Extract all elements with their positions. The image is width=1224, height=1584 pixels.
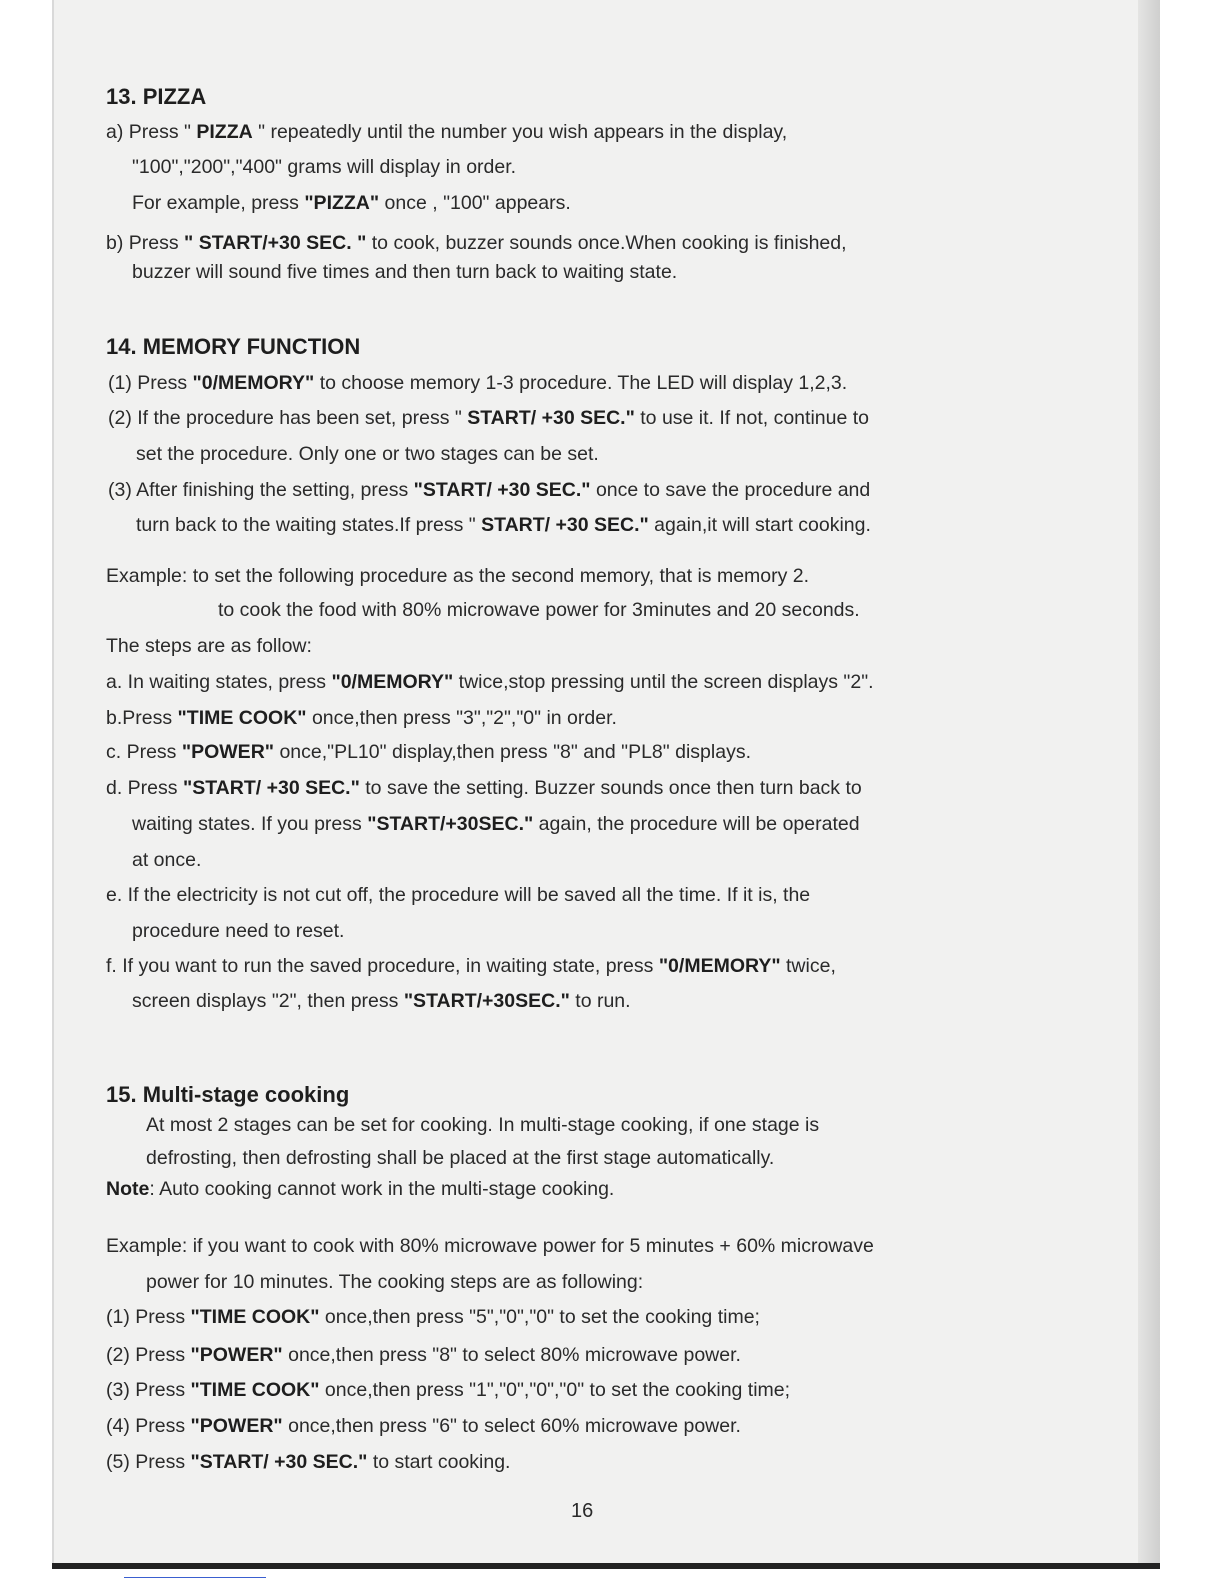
multistage-example-line2: power for 10 minutes. The cooking steps are as following: bbox=[146, 1271, 644, 1293]
memory-example-line2: to cook the food with 80% microwave power for 3minutes and 20 seconds. bbox=[218, 599, 860, 621]
memory-step-c bbox=[106, 743, 751, 763]
multistage-step-5 bbox=[106, 1453, 510, 1473]
pizza-example bbox=[132, 194, 571, 214]
text: (3) Press bbox=[106, 1379, 191, 1401]
text: screen displays "2", then press bbox=[132, 990, 404, 1012]
pizza-step-b-line2: buzzer will sound five times and then turn back to waiting state. bbox=[132, 261, 678, 283]
text: For example, press bbox=[132, 192, 305, 214]
text: (5) Press bbox=[106, 1451, 191, 1473]
text: twice,stop pressing until the screen displays "2". bbox=[453, 671, 874, 693]
memory-heading: 14. MEMORY FUNCTION bbox=[106, 334, 361, 359]
memory-step-e-line2: procedure need to reset. bbox=[132, 920, 345, 942]
bold-text: "TIME COOK" bbox=[177, 707, 307, 729]
text: once,"PL10" display,then press "8" and "PL8" displays. bbox=[274, 741, 751, 763]
pizza-step-b bbox=[106, 234, 847, 254]
multistage-intro-line2: defrosting, then defrosting shall be placed at the first stage automatically. bbox=[146, 1147, 775, 1169]
text: to choose memory 1-3 procedure. The LED will display 1,2,3. bbox=[314, 372, 848, 394]
multistage-heading: 15. Multi-stage cooking bbox=[106, 1082, 350, 1107]
bold-text: "TIME COOK" bbox=[190, 1379, 320, 1401]
bold-text: "0/MEMORY" bbox=[192, 372, 315, 394]
text: " repeatedly until the number you wish appears in the display, bbox=[252, 121, 788, 143]
text: to start cooking. bbox=[367, 1451, 511, 1473]
text: to cook, buzzer sounds once.When cooking is finished, bbox=[366, 232, 847, 254]
bold-text: "POWER" bbox=[181, 741, 275, 763]
page-bottom-edge bbox=[52, 1563, 1160, 1569]
memory-step-3 bbox=[108, 481, 870, 501]
text: once,then press "5","0","0" to set the cooking time; bbox=[319, 1306, 760, 1328]
memory-step-d bbox=[106, 779, 862, 799]
text: (1) Press bbox=[108, 372, 193, 394]
text: to save the setting. Buzzer sounds once then turn back to bbox=[359, 777, 862, 799]
memory-step-2 bbox=[108, 409, 869, 429]
page-shadow bbox=[1138, 0, 1160, 1568]
text: once , "100" appears. bbox=[379, 192, 571, 214]
text: b) Press bbox=[106, 232, 185, 254]
text: waiting states. If you press bbox=[132, 813, 368, 835]
text: to use it. If not, continue to bbox=[634, 407, 869, 429]
bold-text: "0/MEMORY" bbox=[331, 671, 454, 693]
text: (1) Press bbox=[106, 1306, 191, 1328]
note-label: Note bbox=[106, 1178, 150, 1200]
bold-text: START/ +30 SEC." bbox=[467, 407, 635, 429]
multistage-step-2 bbox=[106, 1346, 741, 1366]
multistage-note bbox=[106, 1180, 614, 1200]
text: once,then press "8" to select 80% microwave power. bbox=[282, 1344, 741, 1366]
bold-text: "0/MEMORY" bbox=[658, 955, 781, 977]
text: again, the procedure will be operated bbox=[533, 813, 860, 835]
text: once,then press "1","0","0","0" to set the cooking time; bbox=[319, 1379, 791, 1401]
memory-step-d-line3: at once. bbox=[132, 849, 202, 871]
bold-text: "START/ +30 SEC." bbox=[182, 777, 360, 799]
bold-text: PIZZA bbox=[196, 121, 253, 143]
text: a. In waiting states, press bbox=[106, 671, 332, 693]
text: twice, bbox=[780, 955, 836, 977]
text: (2) Press bbox=[106, 1344, 191, 1366]
bold-text: "TIME COOK" bbox=[190, 1306, 320, 1328]
multistage-step-1 bbox=[106, 1308, 760, 1328]
text: once,then press "3","2","0" in order. bbox=[306, 707, 617, 729]
pizza-step-a bbox=[106, 123, 787, 143]
text: turn back to the waiting states.If press " bbox=[136, 514, 482, 536]
text: (2) If the procedure has been set, press " bbox=[108, 407, 468, 429]
multistage-example: Example: if you want to cook with 80% microwave power for 5 minutes + 60% microwave bbox=[106, 1235, 874, 1257]
multistage-intro: At most 2 stages can be set for cooking. In multi-stage cooking, if one stage is bbox=[146, 1114, 820, 1136]
bold-text: "START/ +30 SEC." bbox=[413, 479, 591, 501]
memory-step-3-line2 bbox=[136, 516, 871, 536]
bold-text: "START/ +30 SEC." bbox=[190, 1451, 368, 1473]
text: once to save the procedure and bbox=[590, 479, 871, 501]
pizza-step-a-line2: "100","200","400" grams will display in order. bbox=[132, 156, 517, 178]
bold-text: "START/+30SEC." bbox=[367, 813, 534, 835]
memory-step-e: e. If the electricity is not cut off, the procedure will be saved all the time. If it is, the bbox=[106, 884, 811, 906]
text: (3) After finishing the setting, press bbox=[108, 479, 414, 501]
memory-step-f bbox=[106, 957, 836, 977]
memory-step-d-line2 bbox=[132, 815, 860, 835]
bold-text: "PIZZA" bbox=[304, 192, 380, 214]
memory-step-f-line2 bbox=[132, 992, 631, 1012]
text: b.Press bbox=[106, 707, 178, 729]
bold-text: " START/+30 SEC. " bbox=[184, 232, 367, 254]
text: c. Press bbox=[106, 741, 182, 763]
multistage-step-4 bbox=[106, 1417, 741, 1437]
bold-text: "START/+30SEC." bbox=[403, 990, 570, 1012]
memory-step-a bbox=[106, 673, 874, 693]
text: a) Press " bbox=[106, 121, 197, 143]
bold-text: "POWER" bbox=[190, 1344, 283, 1366]
memory-step-b bbox=[106, 709, 617, 729]
memory-steps-intro: The steps are as follow: bbox=[106, 635, 312, 657]
text: once,then press "6" to select 60% microwave power. bbox=[282, 1415, 741, 1437]
memory-step-1 bbox=[108, 374, 847, 394]
multistage-step-3 bbox=[106, 1381, 790, 1401]
text: (4) Press bbox=[106, 1415, 191, 1437]
page-number: 16 bbox=[571, 1500, 594, 1522]
text: again,it will start cooking. bbox=[648, 514, 871, 536]
text: d. Press bbox=[106, 777, 183, 799]
memory-example: Example: to set the following procedure as the second memory, that is memory 2. bbox=[106, 565, 810, 587]
text: f. If you want to run the saved procedure, in waiting state, press bbox=[106, 955, 659, 977]
bold-text: START/ +30 SEC." bbox=[481, 514, 649, 536]
bold-text: "POWER" bbox=[190, 1415, 283, 1437]
text: to run. bbox=[569, 990, 631, 1012]
pizza-heading: 13. PIZZA bbox=[106, 84, 207, 109]
text: : Auto cooking cannot work in the multi-stage cooking. bbox=[149, 1178, 615, 1200]
link-underline bbox=[124, 1577, 266, 1578]
memory-step-2-line2: set the procedure. Only one or two stages can be set. bbox=[136, 443, 599, 465]
